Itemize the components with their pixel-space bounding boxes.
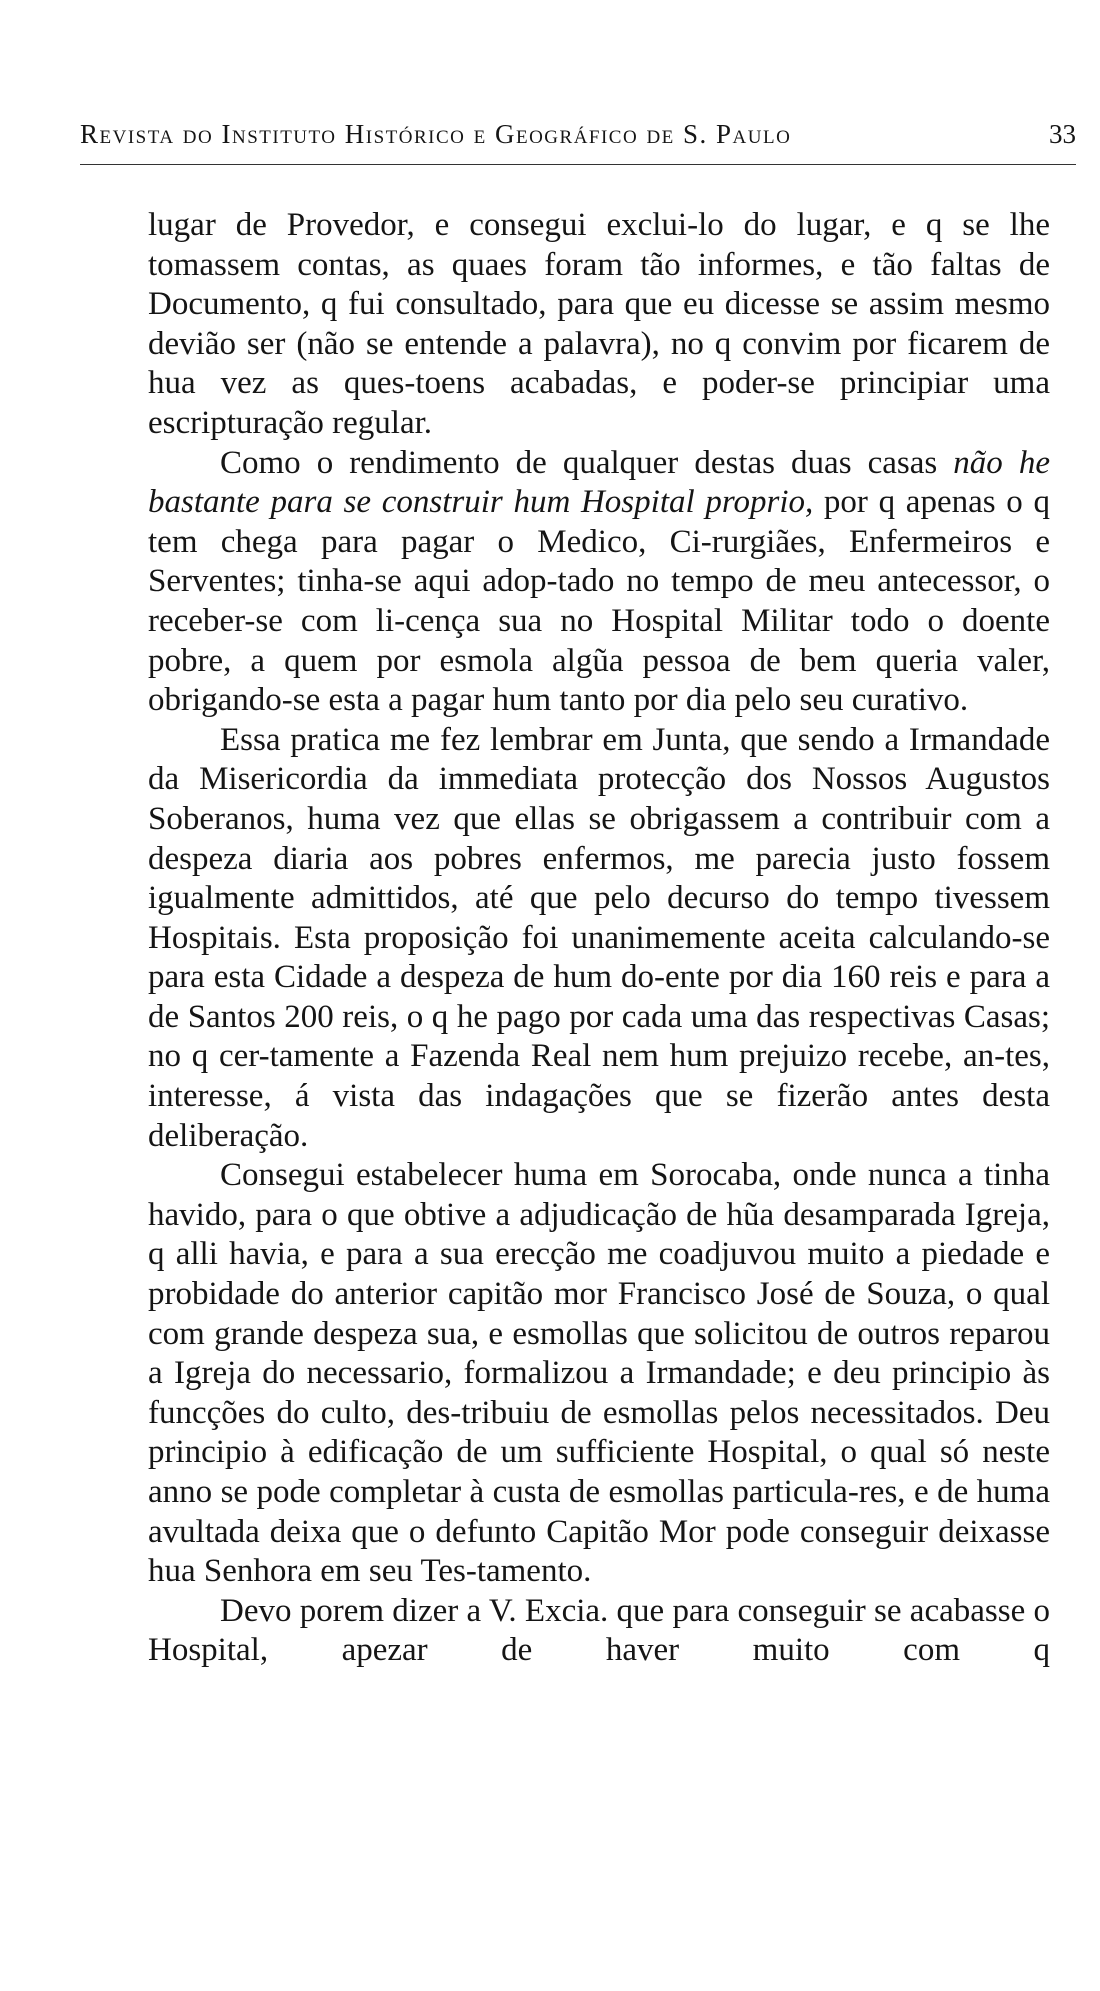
journal-title: Revista do Instituto Histórico e Geográfico de S. Paulo	[80, 119, 792, 149]
paragraph-1: lugar de Provedor, e consegui exclui-lo do lugar, e q se lhe tomassem contas, as quaes foram tão informes, e tão faltas de Documento, q fui consultado, para que eu dicesse se assim mesmo devião ser (não se entende a palavra), no q convim por ficarem de hua vez as ques-toens acabadas, e poder-se principiar uma escripturação regular.	[148, 207, 1050, 441]
header-rule	[80, 164, 1076, 165]
paragraph-3: Essa pratica me fez lembrar em Junta, que sendo a Irmandade da Misericordia da immediata protecção dos Nossos Augustos Soberanos, huma vez que ellas se obrigassem a contribuir com a despeza diaria aos pobres enfermos, me parecia justo fossem igualmente admittidos, até que pelo decurso do tempo tivessem Hospitais. Esta proposição foi unanimemente aceita calculando-se para esta Cidade a despeza de hum do-ente por dia 160 reis e para a de Santos 200 reis, o q he pago por cada uma das respectivas Casas; no q cer-tamente a Fazenda Real nem hum prejuizo recebe, an-tes, interesse, á vista das indagações que se fizerão antes desta deliberação.	[148, 721, 1050, 1154]
paragraph-2-rest: por q apenas o q tem chega para pagar o Medico, Ci-rurgiães, Enfermeiros e Serventes; tinha-se aqui adop-tado no tempo de meu antecessor, o receber-se com li-cença sua no Hospital Militar todo o doente pobre, a quem por esmola algũa pessoa de bem queria valer, obrigando-se esta a pagar hum tanto por dia pelo seu curativo.	[148, 484, 1050, 719]
paragraph-4: Consegui estabelecer huma em Sorocaba, onde nunca a tinha havido, para o que obtive a adjudicação de hũa desamparada Igreja, q alli havia, e para a sua erecção me coadjuvou muito a piedade e probidade do anterior capitão mor Francisco José de Souza, o qual com grande despeza sua, e esmollas que solicitou de outros reparou a Igreja do necessario, formalizou a Irmandade; e deu principio às funcções do culto, des-tribuiu de esmollas pelos necessitados. Deu principio à edificação de um sufficiente Hospital, o qual só neste anno se pode completar à custa de esmollas particula-res, e de huma avultada deixa que o defunto Capitão Mor pode conseguir deixasse hua Senhora em seu Tes-tamento.	[148, 1157, 1050, 1590]
running-header	[80, 116, 1076, 156]
paragraph-2-lead: Como o rendimento de qualquer destas duas casas	[220, 444, 954, 481]
page-number: 33	[1049, 119, 1076, 149]
paragraph-2-emphasis: não he bastante para se construir hum Hospital proprio,	[148, 444, 1051, 521]
paragraph-2	[148, 444, 1050, 721]
paragraph-5: Devo porem dizer a V. Excia. que para conseguir se acabasse o Hospital, apezar de haver muito com q	[148, 1592, 1050, 1669]
body-text	[148, 206, 1050, 1671]
